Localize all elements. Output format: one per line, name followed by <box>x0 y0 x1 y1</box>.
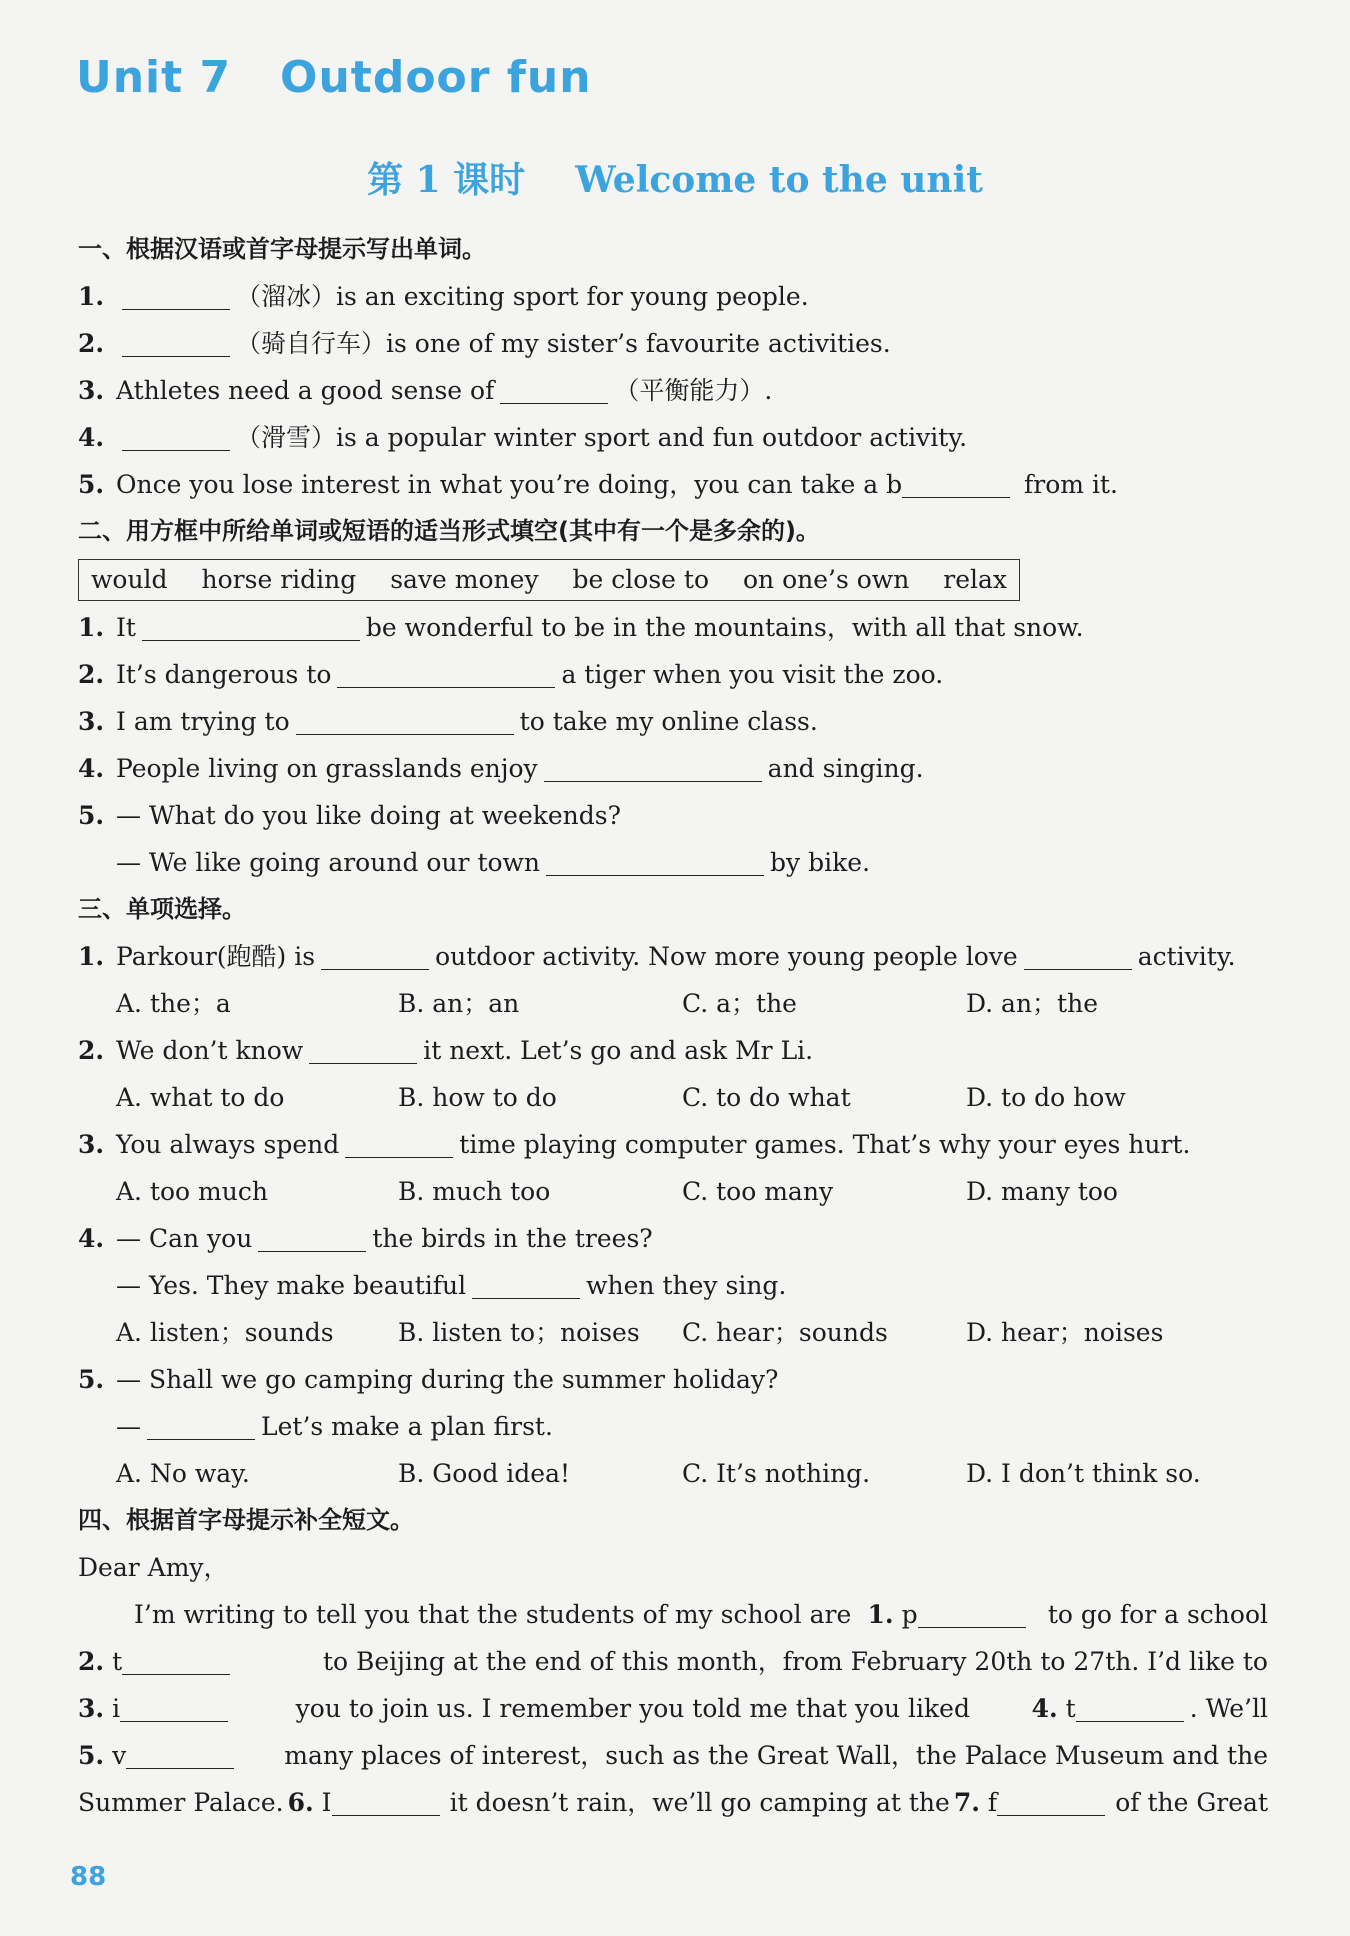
answer-blank[interactable] <box>332 1814 440 1816</box>
answer-blank[interactable] <box>122 308 230 310</box>
s3-q3-options <box>78 1168 1268 1215</box>
option-a[interactable]: A. what to do <box>116 1083 285 1112</box>
word-option: horse riding <box>201 565 357 594</box>
s3-question-5-reply: — Let’s make a plan first. <box>116 1412 553 1441</box>
section-4-heading: 四、根据首字母提示补全短文。 <box>78 1506 414 1534</box>
s3-question-2: 2. We don’t know it next. Let’s go and ask Mr Li. <box>78 1036 814 1065</box>
word-option: be close to <box>572 565 710 594</box>
unit-title: Unit 7 Outdoor fun <box>76 52 592 103</box>
s3-question-1: 1. Parkour(跑酷) is outdoor activity. Now more young people love activity. <box>78 942 1236 971</box>
option-a[interactable]: A. No way. <box>116 1459 250 1488</box>
answer-blank[interactable] <box>321 968 429 970</box>
word-option: would <box>91 565 168 594</box>
page-number: 88 <box>70 1862 107 1892</box>
answer-blank[interactable] <box>258 1250 366 1252</box>
s3-q2-options <box>78 1074 1268 1121</box>
s3-q4-options <box>78 1309 1268 1356</box>
section-3-heading: 三、单项选择。 <box>78 895 246 923</box>
s2-item-3: 3. I am trying to to take my online class. <box>78 707 818 736</box>
option-b[interactable]: B. an；an <box>398 989 520 1018</box>
option-c[interactable]: C. hear；sounds <box>682 1318 888 1347</box>
option-b[interactable]: B. Good idea! <box>398 1459 571 1488</box>
option-d[interactable]: D. many too <box>966 1177 1118 1206</box>
answer-blank[interactable] <box>500 402 608 404</box>
s1-item-3: 3. Athletes need a good sense of （平衡能力）. <box>78 376 773 405</box>
word-box <box>78 559 1020 601</box>
answer-blank[interactable] <box>296 733 514 735</box>
s3-question-4: 4. — Can you the birds in the trees? <box>78 1224 653 1253</box>
section-2-heading: 二、用方框中所给单词或短语的适当形式填空(其中有一个是多余的)。 <box>78 517 820 545</box>
option-d[interactable]: D. hear；noises <box>966 1318 1164 1347</box>
exercise-content <box>78 226 1268 1826</box>
answer-blank[interactable] <box>918 1626 1026 1628</box>
word-option: on one’s own <box>742 565 910 594</box>
option-a[interactable]: A. too much <box>116 1177 268 1206</box>
answer-blank[interactable] <box>546 874 764 876</box>
passage-line-5: Summer Palace. 6. I it doesn’t rain，we’ll go camping at the 7. f of the Great <box>78 1788 1268 1817</box>
passage-line-2: 2. t to Beijing at the end of this month，from February 20th to 27th. I’d like to <box>78 1647 1268 1676</box>
option-c[interactable]: C. a；the <box>682 989 797 1018</box>
passage-line-1: I’m writing to tell you that the students of my school are 1. p to go for a school <box>134 1600 1268 1629</box>
s2-item-5-reply: — We like going around our town by bike. <box>116 848 871 877</box>
answer-blank[interactable] <box>1076 1720 1184 1722</box>
s2-item-5: 5. — What do you like doing at weekends? <box>78 801 622 830</box>
answer-blank[interactable] <box>337 686 555 688</box>
s3-question-3: 3. You always spend time playing computer games. That’s why your eyes hurt. <box>78 1130 1191 1159</box>
s3-question-4-reply: — Yes. They make beautiful when they sing. <box>116 1271 787 1300</box>
answer-blank[interactable] <box>122 449 230 451</box>
answer-blank[interactable] <box>309 1062 417 1064</box>
passage-line-4: 5. v many places of interest，such as the Great Wall，the Palace Museum and the <box>78 1741 1268 1770</box>
option-a[interactable]: A. the；a <box>116 989 231 1018</box>
answer-blank[interactable] <box>122 1673 230 1675</box>
answer-blank[interactable] <box>122 355 230 357</box>
option-d[interactable]: D. to do how <box>966 1083 1126 1112</box>
answer-blank[interactable] <box>345 1156 453 1158</box>
option-b[interactable]: B. much too <box>398 1177 551 1206</box>
option-b[interactable]: B. how to do <box>398 1083 557 1112</box>
answer-blank[interactable] <box>1024 968 1132 970</box>
option-d[interactable]: D. an；the <box>966 989 1098 1018</box>
answer-blank[interactable] <box>472 1297 580 1299</box>
s2-item-4: 4. People living on grasslands enjoy and singing. <box>78 754 924 783</box>
word-option: save money <box>390 565 539 594</box>
option-b[interactable]: B. listen to；noises <box>398 1318 640 1347</box>
answer-blank[interactable] <box>544 780 762 782</box>
s1-item-1: 1. （溜冰）is an exciting sport for young people. <box>78 282 809 311</box>
section-1-heading: 一、根据汉语或首字母提示写出单词。 <box>78 235 486 263</box>
option-a[interactable]: A. listen；sounds <box>116 1318 334 1347</box>
s2-item-2: 2. It’s dangerous to a tiger when you visit the zoo. <box>78 660 944 689</box>
lesson-title: 第 1 课时 Welcome to the unit <box>367 159 983 201</box>
passage-line-3: 3. i you to join us. I remember you told me that you liked 4. t . We’ll <box>78 1694 1268 1723</box>
s1-item-2: 2. （骑自行车）is one of my sister’s favourite activities. <box>78 329 891 358</box>
answer-blank[interactable] <box>142 639 360 641</box>
answer-blank[interactable] <box>997 1814 1105 1816</box>
option-c[interactable]: C. to do what <box>682 1083 851 1112</box>
answer-blank[interactable] <box>147 1438 255 1440</box>
letter-greeting: Dear Amy， <box>78 1553 229 1582</box>
option-c[interactable]: C. too many <box>682 1177 834 1206</box>
s1-item-5: 5. Once you lose interest in what you’re doing，you can take a b from it. <box>78 470 1118 499</box>
s2-item-1: 1. It be wonderful to be in the mountains，with all that snow. <box>78 613 1084 642</box>
s3-q5-options <box>78 1450 1268 1497</box>
answer-blank[interactable] <box>902 496 1010 498</box>
s1-item-4: 4. （滑雪）is a popular winter sport and fun outdoor activity. <box>78 423 968 452</box>
option-c[interactable]: C. It’s nothing. <box>682 1459 871 1488</box>
s3-q1-options <box>78 980 1268 1027</box>
answer-blank[interactable] <box>120 1720 228 1722</box>
word-option: relax <box>943 565 1007 594</box>
option-d[interactable]: D. I don’t think so. <box>966 1459 1201 1488</box>
s3-question-5: 5. — Shall we go camping during the summer holiday? <box>78 1365 779 1394</box>
answer-blank[interactable] <box>126 1767 234 1769</box>
